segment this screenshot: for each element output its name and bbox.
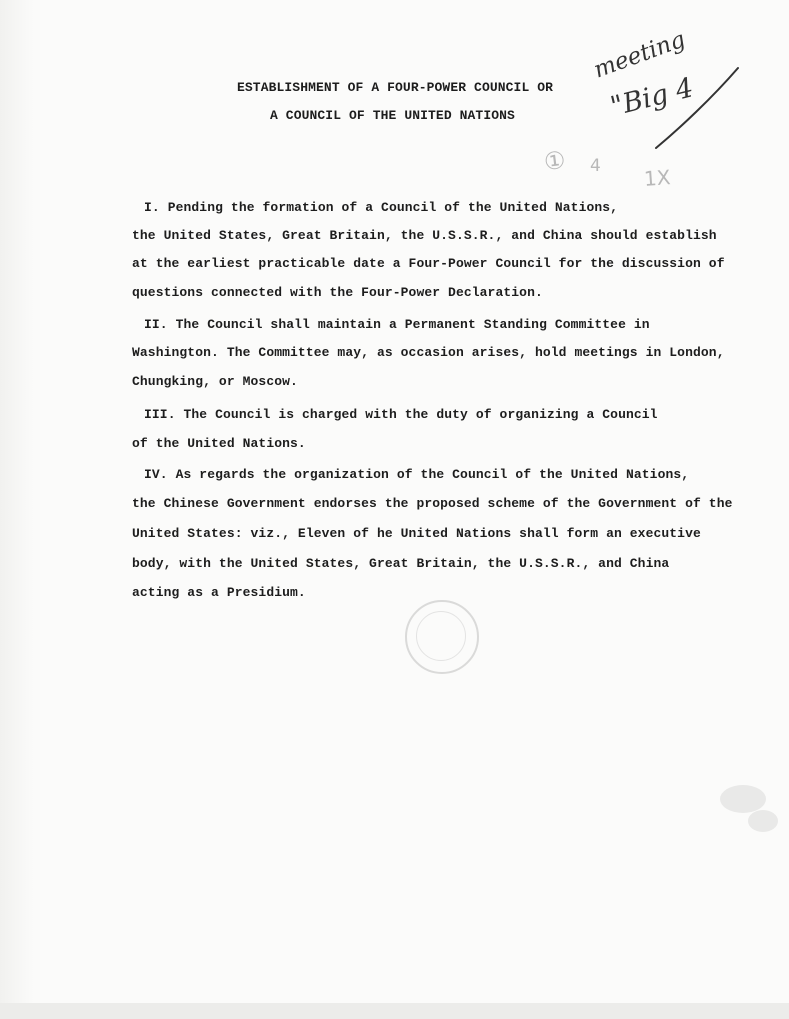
- pencil-mark-four: 4: [590, 156, 601, 176]
- paragraph-4-line-2: the Chinese Government endorses the proposed scheme of the Government of the: [132, 496, 733, 511]
- handwritten-stroke-icon: [650, 64, 745, 154]
- handwritten-big-4-note: "Big 4: [607, 72, 697, 123]
- paragraph-1-line-3: at the earliest practicable date a Four-Power Council for the discussion of: [132, 256, 725, 271]
- page-edge-shadow: [0, 0, 34, 1019]
- pencil-mark-1x: 1X: [643, 165, 672, 191]
- paragraph-3-line-2: of the United Nations.: [132, 436, 306, 451]
- page-bottom-edge: [0, 1003, 789, 1019]
- paragraph-4-line-5: acting as a Presidium.: [132, 585, 306, 600]
- paragraph-2-line-1: II. The Council shall maintain a Permanent Standing Committee in: [144, 317, 650, 332]
- paragraph-1-line-1: I. Pending the formation of a Council of the United Nations,: [144, 200, 619, 215]
- library-stamp-icon: [405, 600, 479, 674]
- paragraph-2-line-3: Chungking, or Moscow.: [132, 374, 298, 389]
- handwritten-meeting-note: meeting: [590, 26, 689, 84]
- paragraph-1-line-4: questions connected with the Four-Power Declaration.: [132, 285, 543, 300]
- paragraph-4-line-1: IV. As regards the organization of the Council of the United Nations,: [144, 467, 690, 482]
- paragraph-1-line-2: the United States, Great Britain, the U.S.S.R., and China should establish: [132, 228, 717, 243]
- document-title-line-1: ESTABLISHMENT OF A FOUR-POWER COUNCIL OR: [237, 80, 554, 95]
- paragraph-3-line-1: III. The Council is charged with the duty of organizing a Council: [144, 407, 658, 422]
- paragraph-2-line-2: Washington. The Committee may, as occasion arises, hold meetings in London,: [132, 345, 725, 360]
- paper-smudge-1: [720, 785, 766, 813]
- document-title-line-2: A COUNCIL OF THE UNITED NATIONS: [270, 108, 515, 123]
- pencil-mark-circle: ①: [542, 145, 568, 177]
- paper-smudge-2: [748, 810, 778, 832]
- paragraph-4-line-3: United States: viz., Eleven of he United Nations shall form an executive: [132, 526, 701, 541]
- paragraph-4-line-4: body, with the United States, Great Britain, the U.S.S.R., and China: [132, 556, 670, 571]
